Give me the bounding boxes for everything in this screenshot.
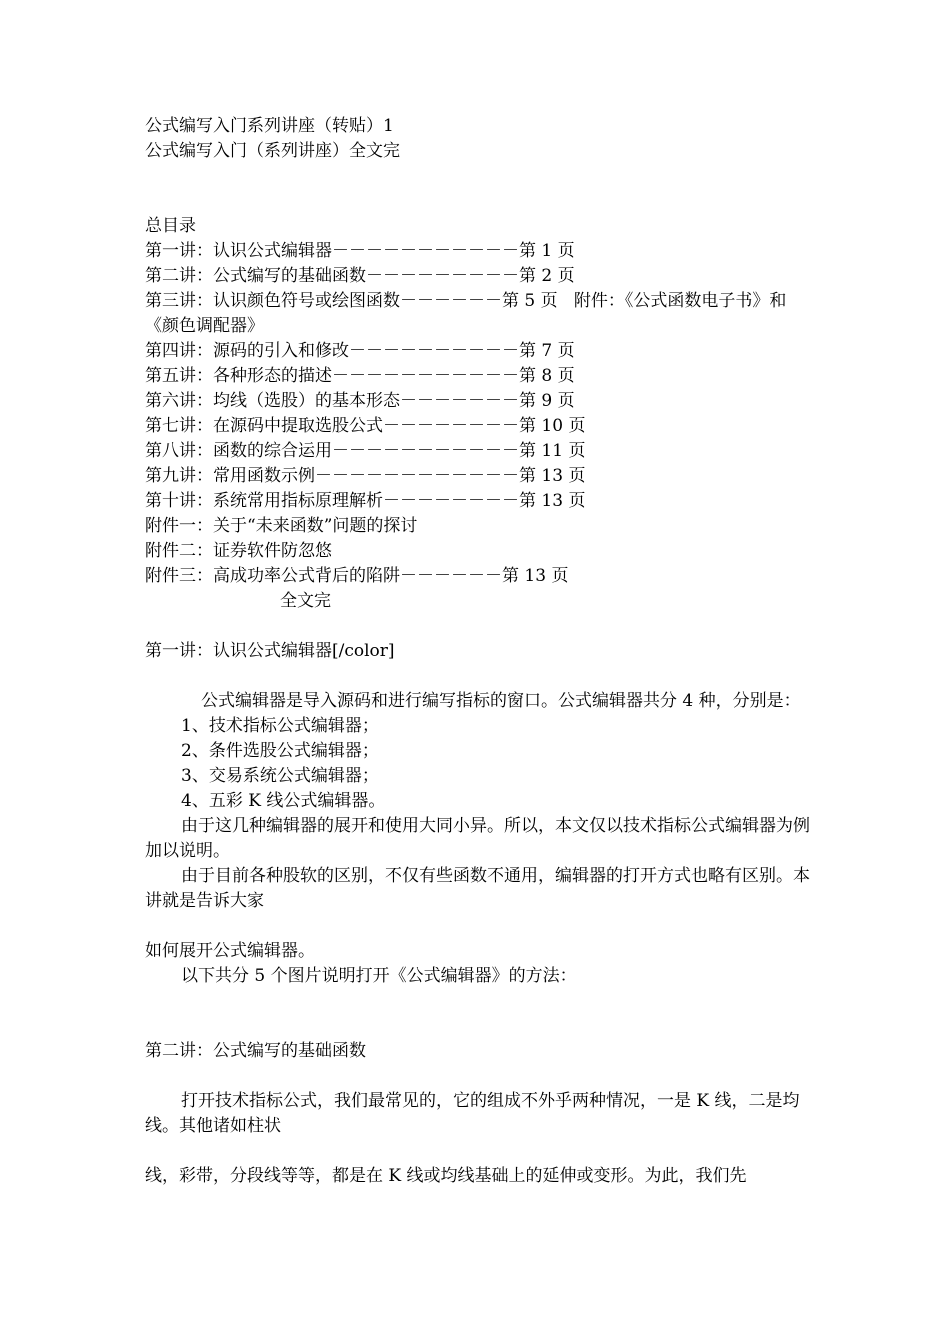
toc-title: 总目录 — [145, 216, 196, 236]
toc-entry: 第十讲：系统常用指标原理解析－－－－－－－－第 13 页 — [145, 491, 586, 511]
toc-entry: 第五讲：各种形态的描述－－－－－－－－－－－第 8 页 — [145, 366, 575, 386]
lecture-1-list-item: 4、五彩 K 线公式编辑器。 — [181, 791, 386, 811]
lecture-1-list-item: 2、条件选股公式编辑器； — [181, 741, 379, 761]
lecture-1-paragraph: 如何展开公式编辑器。 — [145, 941, 315, 961]
spacer — [145, 614, 813, 639]
spacer — [145, 1064, 813, 1089]
spacer — [145, 164, 813, 214]
toc-entry: 第一讲：认识公式编辑器－－－－－－－－－－－第 1 页 — [145, 241, 575, 261]
spacer — [145, 664, 813, 689]
toc-list — [145, 239, 813, 589]
spacer — [145, 1139, 813, 1164]
toc-end-text: 全文完 — [280, 591, 331, 611]
toc-entry: 附件三：高成功率公式背后的陷阱－－－－－－第 13 页 — [145, 566, 569, 586]
document-subtitle: 公式编写入门（系列讲座）全文完 — [145, 141, 400, 161]
document-page — [145, 114, 813, 1189]
lecture-1-list-item: 1、技术指标公式编辑器； — [181, 716, 379, 736]
toc-entry: 附件二：证券软件防忽悠 — [145, 541, 332, 561]
spacer — [145, 989, 813, 1039]
toc-entry: 第七讲：在源码中提取选股公式－－－－－－－－第 10 页 — [145, 416, 586, 436]
document-title: 公式编写入门系列讲座（转贴）1 — [145, 116, 394, 136]
toc-entry: 第三讲：认识颜色符号或绘图函数－－－－－－第 5 页 附件：《公式函数电子书》和《颜色调配器》 — [145, 291, 787, 336]
toc-entry: 附件一：关于“未来函数”问题的探讨 — [145, 516, 418, 536]
toc-entry: 第二讲：公式编写的基础函数－－－－－－－－－第 2 页 — [145, 266, 575, 286]
toc-entry: 第九讲：常用函数示例－－－－－－－－－－－－第 13 页 — [145, 466, 586, 486]
lecture-1-intro: 公式编辑器是导入源码和进行编写指标的窗口。公式编辑器共分 4 种，分别是： — [201, 691, 801, 711]
lecture-1-heading: 第一讲：认识公式编辑器[/color] — [145, 641, 395, 661]
lecture-2-heading: 第二讲：公式编写的基础函数 — [145, 1041, 366, 1061]
lecture-1-paragraph: 以下共分 5 个图片说明打开《公式编辑器》的方法： — [181, 966, 577, 986]
lecture-2-paragraph: 打开技术指标公式，我们最常见的，它的组成不外乎两种情况，一是 K 线，二是均线。其他诸如柱状 — [145, 1091, 800, 1136]
lecture-2-paragraph: 线，彩带，分段线等等，都是在 K 线或均线基础上的延伸或变形。为此，我们先 — [145, 1166, 747, 1186]
lecture-1-paragraph: 由于目前各种股软的区别，不仅有些函数不通用，编辑器的打开方式也略有区别。本讲就是告诉大家 — [145, 866, 810, 911]
spacer — [145, 914, 813, 939]
lecture-1-list-item: 3、交易系统公式编辑器； — [181, 766, 379, 786]
lecture-1-paragraph: 由于这几种编辑器的展开和使用大同小异。所以，本文仅以技术指标公式编辑器为例加以说明。 — [145, 816, 810, 861]
toc-entry: 第四讲：源码的引入和修改－－－－－－－－－－第 7 页 — [145, 341, 575, 361]
toc-entry: 第六讲：均线（选股）的基本形态－－－－－－－第 9 页 — [145, 391, 575, 411]
toc-entry: 第八讲：函数的综合运用－－－－－－－－－－－第 11 页 — [145, 441, 586, 461]
